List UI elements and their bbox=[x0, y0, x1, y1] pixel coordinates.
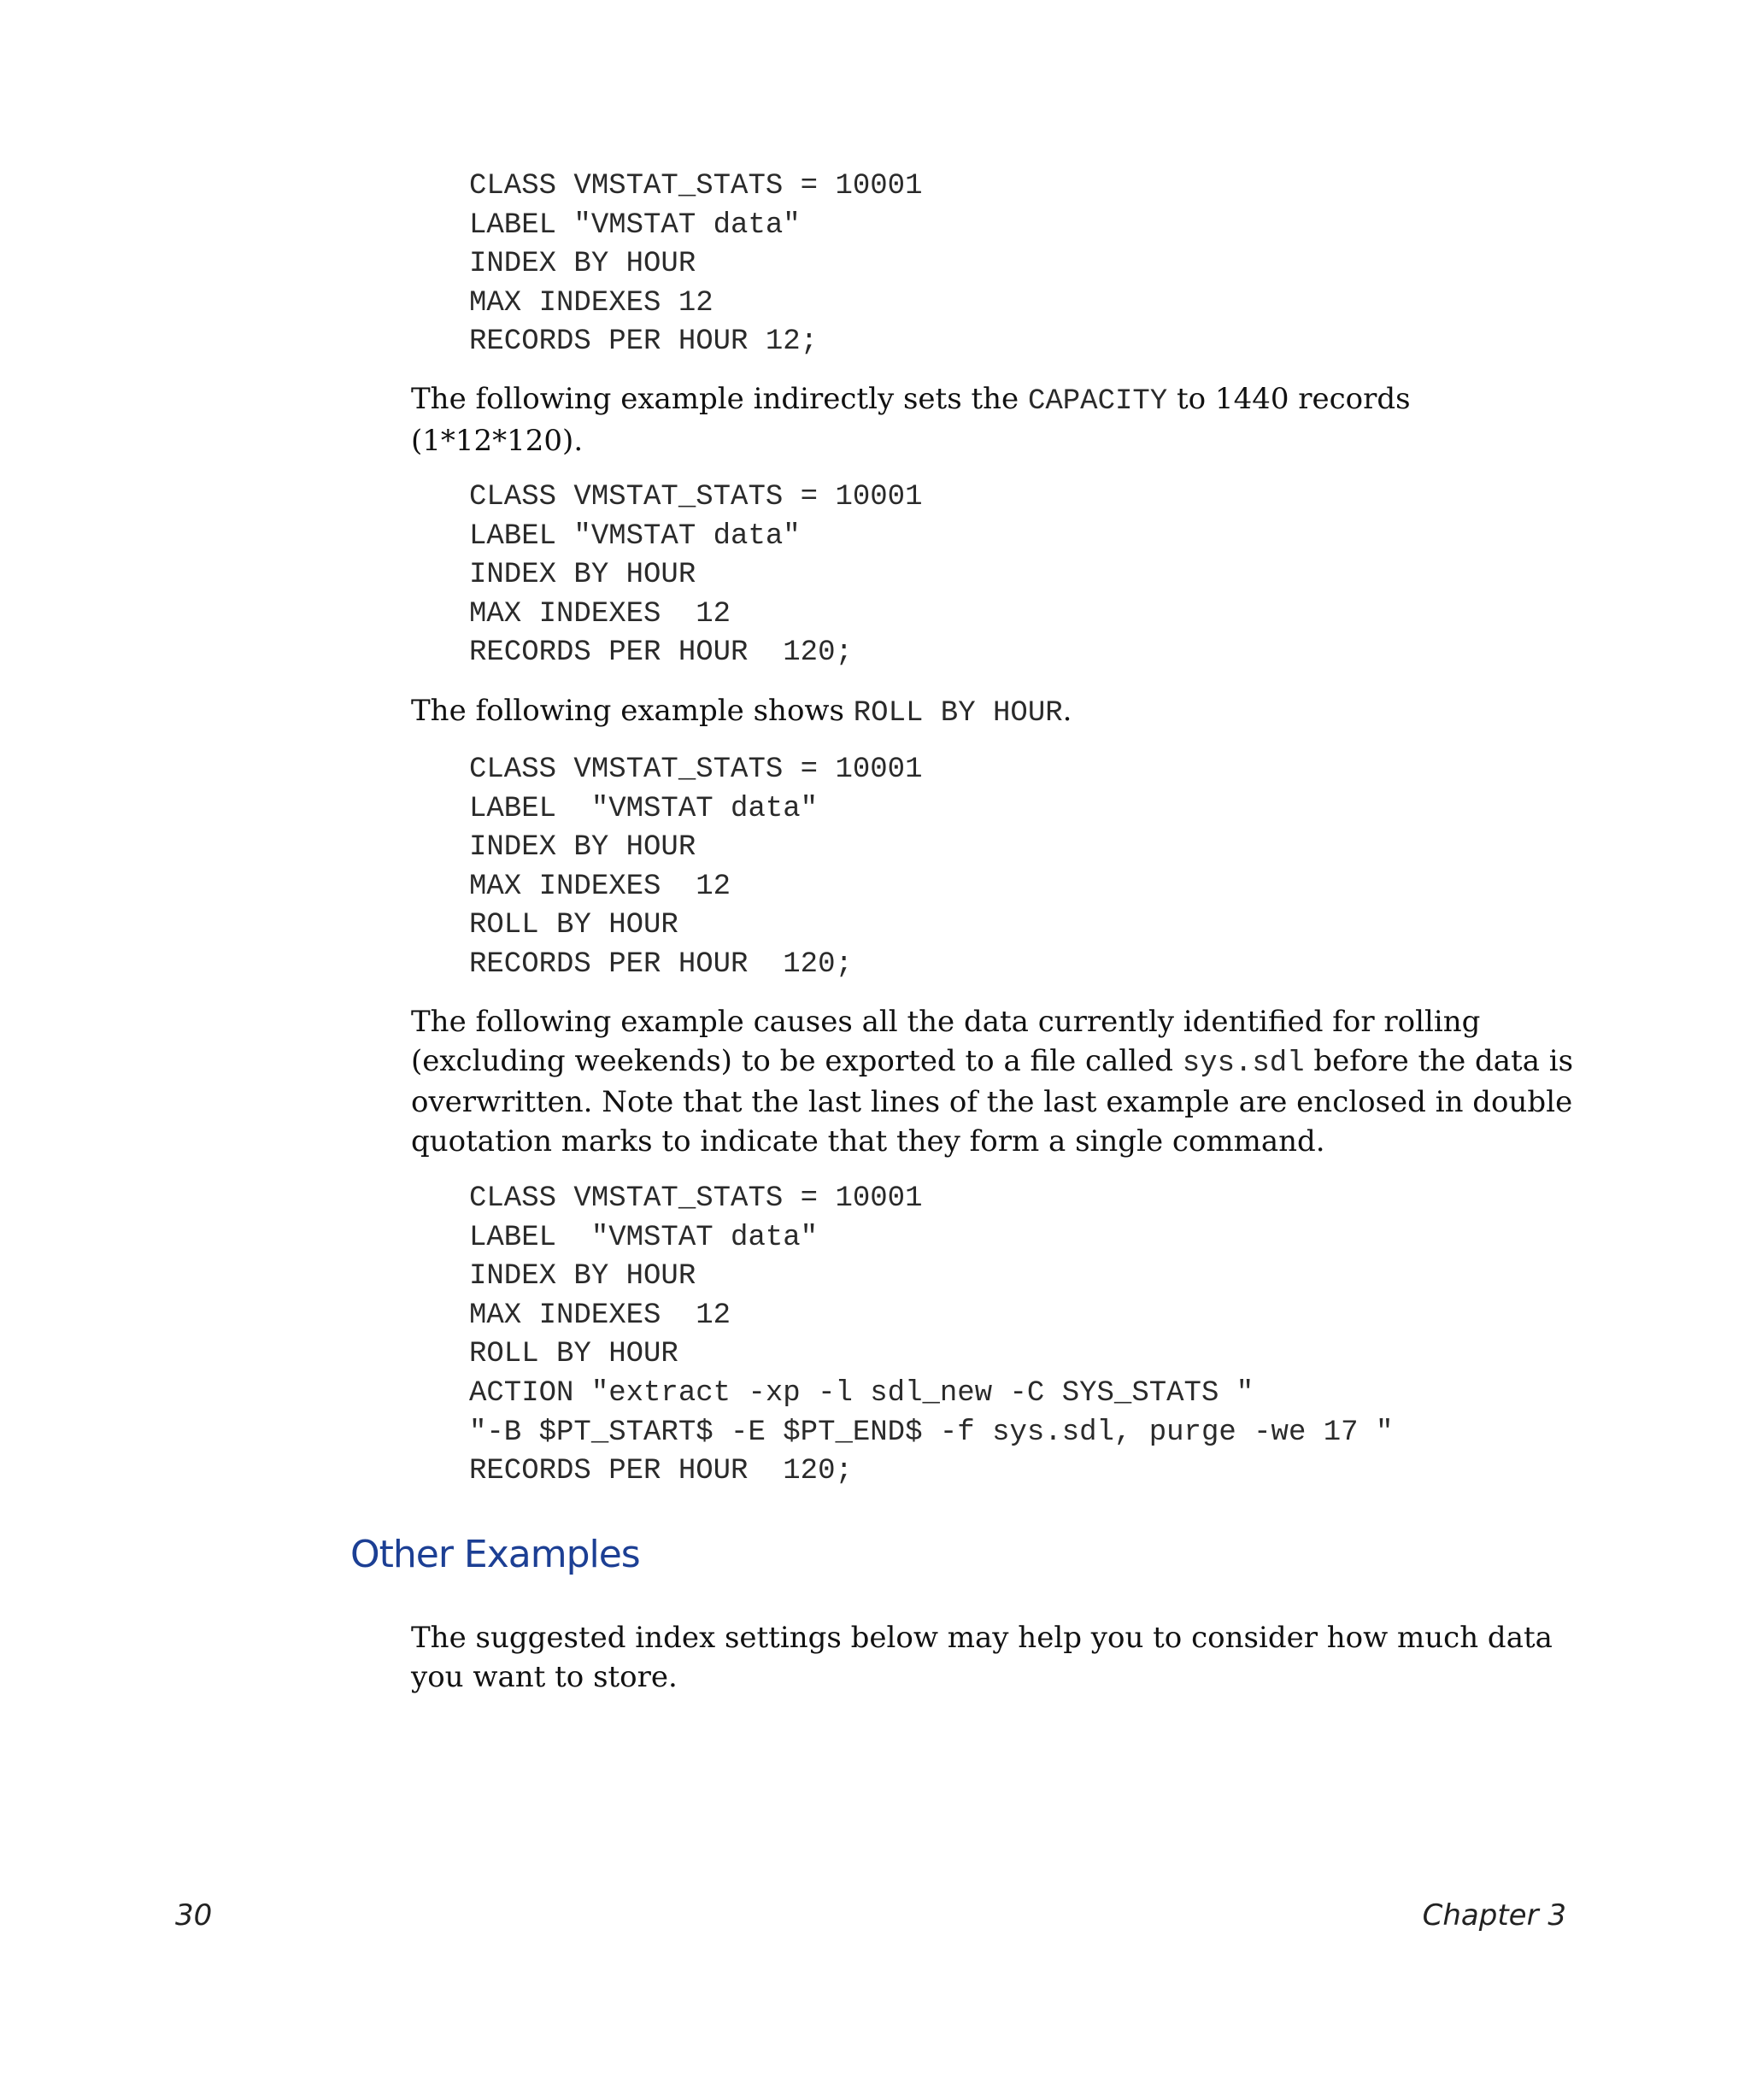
code-line: MAX INDEXES 12 bbox=[469, 286, 714, 320]
code-line: RECORDS PER HOUR 120; bbox=[469, 947, 853, 981]
code-line: MAX INDEXES 12 bbox=[469, 1299, 731, 1332]
code-line: ACTION "extract -xp -l sdl_new -C SYS_STATS " bbox=[469, 1376, 1254, 1410]
inline-code: CAPACITY bbox=[1027, 385, 1168, 418]
code-line: MAX INDEXES 12 bbox=[469, 870, 731, 903]
code-line: LABEL "VMSTAT data" bbox=[469, 1221, 819, 1254]
paragraph-export-example bbox=[411, 1003, 1607, 1161]
code-line: CLASS VMSTAT_STATS = 10001 bbox=[469, 754, 923, 786]
paragraph-text: The following example indirectly sets the bbox=[411, 382, 1028, 416]
paragraph-roll-by-hour bbox=[411, 692, 1607, 734]
code-line: CLASS VMSTAT_STATS = 10001 bbox=[469, 481, 923, 513]
code-line: ROLL BY HOUR bbox=[469, 1338, 678, 1371]
paragraph-text: The following example shows bbox=[411, 694, 854, 728]
section-heading: Other Examples bbox=[350, 1533, 640, 1576]
code-line: INDEX BY HOUR bbox=[469, 831, 696, 865]
code-line: LABEL "VMSTAT data" bbox=[469, 519, 801, 553]
code-block-3 bbox=[469, 751, 923, 985]
code-line: LABEL "VMSTAT data" bbox=[469, 792, 819, 825]
code-line: CLASS VMSTAT_STATS = 10001 bbox=[469, 170, 923, 202]
paragraph-capacity bbox=[411, 380, 1496, 460]
code-line: RECORDS PER HOUR 12; bbox=[469, 326, 819, 359]
code-block-4 bbox=[469, 1180, 1393, 1492]
code-block-2 bbox=[469, 478, 923, 673]
section-body: The suggested index settings below may help you to consider how much data you want to store. bbox=[411, 1621, 1553, 1694]
paragraph-text: before the data is overwritten. Note that the last lines of the last example are enclosed in double quotation marks to indicate that they form a single command. bbox=[411, 1043, 1574, 1159]
code-block-1 bbox=[469, 167, 923, 362]
code-line: LABEL "VMSTAT data" bbox=[469, 208, 801, 242]
paragraph-text: The following example causes all the data currently identified for rolling (excluding weekends) to be exported to a file called bbox=[411, 1005, 1481, 1078]
code-line: MAX INDEXES 12 bbox=[469, 597, 731, 631]
code-line: RECORDS PER HOUR 120; bbox=[469, 1455, 853, 1488]
code-line: "-B $PT_START$ -E $PT_END$ -f sys.sdl, purge -we 17 " bbox=[469, 1416, 1394, 1449]
code-line: RECORDS PER HOUR 120; bbox=[469, 636, 853, 670]
paragraph-text: to 1440 records (1*12*120). bbox=[411, 382, 1411, 458]
inline-code: sys.sdl bbox=[1182, 1047, 1305, 1080]
code-line: INDEX BY HOUR bbox=[469, 559, 696, 592]
inline-code: ROLL BY HOUR bbox=[853, 697, 1063, 730]
paragraph-text: . bbox=[1062, 694, 1072, 728]
code-line: INDEX BY HOUR bbox=[469, 248, 696, 281]
code-line: ROLL BY HOUR bbox=[469, 909, 678, 942]
code-line: INDEX BY HOUR bbox=[469, 1260, 696, 1293]
chapter-label: Chapter 3 bbox=[1422, 1898, 1566, 1933]
code-line: CLASS VMSTAT_STATS = 10001 bbox=[469, 1182, 923, 1215]
page-number: 30 bbox=[175, 1898, 213, 1933]
